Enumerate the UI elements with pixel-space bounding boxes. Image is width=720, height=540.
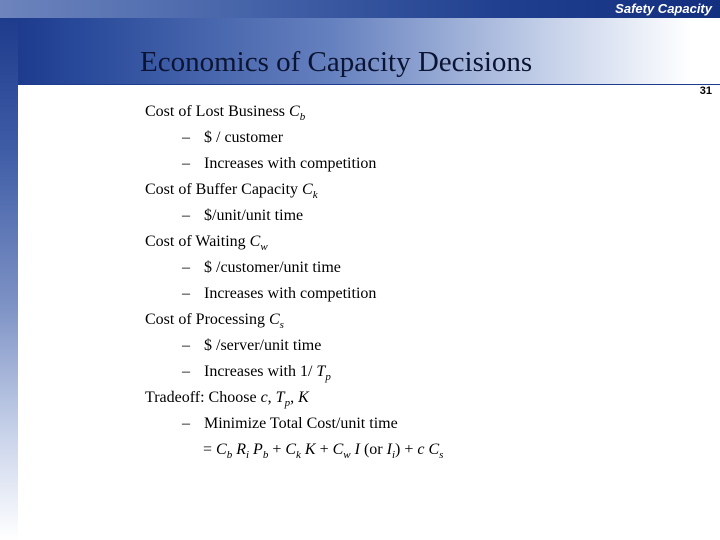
bullet-lost-business: Cost of Lost Business $C_b$ — [145, 103, 306, 123]
title-divider — [18, 84, 720, 85]
bullet-tradeoff: Tradeoff: Choose c, $T_p$, K — [145, 389, 309, 409]
sub-bullet: – $ / customer — [182, 129, 284, 146]
sub-bullet: – $/unit/unit time — [182, 207, 304, 224]
sub-bullet: – $ /server/unit time — [182, 337, 322, 354]
top-bar — [0, 0, 720, 18]
sub-bullet: – $ /customer/unit time — [182, 259, 341, 276]
left-decorative-rail — [0, 18, 18, 540]
bullet-list — [145, 99, 443, 463]
sub-bullet: – Increases with 1/ $T_p$ — [182, 363, 331, 383]
bullet-waiting: Cost of Waiting $C_w$ — [145, 233, 268, 253]
bullet-processing: Cost of Processing $C_s$ — [145, 311, 284, 331]
sub-bullet: – Increases with competition — [182, 155, 377, 172]
bullet-buffer-capacity: Cost of Buffer Capacity $C_k$ — [145, 181, 318, 201]
slide-title: Economics of Capacity Decisions — [140, 46, 533, 78]
sub-bullet: – Minimize Total Cost/unit time — [182, 415, 398, 432]
sub-bullet: – Increases with competition — [182, 285, 377, 302]
total-cost-formula: = $C_b$ $R_i$ $P_b + C_k$ $K + C_w$ I (or $I_i) + c$ $C_s$ — [203, 441, 444, 461]
page-number: 31 — [699, 85, 712, 97]
section-label: Safety Capacity — [615, 1, 712, 16]
